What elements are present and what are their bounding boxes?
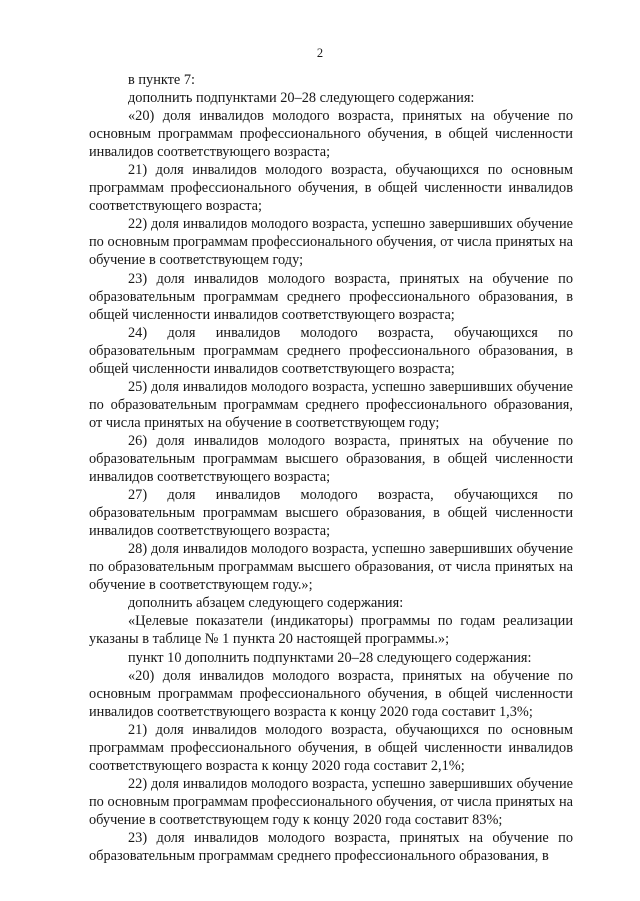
paragraph-item10-subitem-20: «20) доля инвалидов молодого возраста, принятых на обучение по основным программам профессионального обучения, в общей численности инвалидов соответствующего возраста к концу 2020 года составит 1,3%; — [89, 667, 573, 720]
paragraph-subitem-28: 28) доля инвалидов молодого возраста, успешно завершивших обучение по образовательным программам высшего образования, от числа принятых на обучение в соответствующем году.»; — [89, 541, 573, 594]
paragraph-add-abzac: дополнить абзацем следующего содержания: — [128, 595, 404, 612]
paragraph-item10-intro: пункт 10 дополнить подпунктами 20–28 следующего содержания: — [128, 649, 532, 666]
document-body — [89, 71, 573, 865]
paragraph-subitem-26: 26) доля инвалидов молодого возраста, принятых на обучение по образовательным программам высшего образования, в общей численности инвалидов соответствующего возраста; — [89, 432, 573, 486]
paragraph-subitem-20: «20) доля инвалидов молодого возраста, принятых на обучение по основным программам профессионального обучения, в общей численности инвалидов соответствующего возраста; — [89, 108, 573, 161]
page-number: 2 — [316, 46, 324, 60]
paragraph-subitem-27: 27) доля инвалидов молодого возраста, обучающихся по образовательным программам высшего образования, в общей численности инвалидов соответствующего возраста; — [89, 487, 573, 540]
paragraph-subitem-21: 21) доля инвалидов молодого возраста, обучающихся по основным программам профессионального обучения, в общей численности инвалидов соответствующего возраста; — [89, 162, 573, 215]
paragraph-item7-intro: в пункте 7: — [128, 72, 196, 88]
paragraph-subitem-23: 23) доля инвалидов молодого возраста, принятых на обучение по образовательным программам среднего профессионального образования, в общей численности инвалидов соответствующего возраста; — [89, 270, 573, 323]
paragraph-subitem-22: 22) доля инвалидов молодого возраста, успешно завершивших обучение по основным программам профессионального обучения, от числа принятых на обучение в соответствующем году; — [89, 216, 573, 269]
paragraph-subitem-25: 25) доля инвалидов молодого возраста, успешно завершивших обучение по образовательным программам среднего профессионального образования, от числа принятых на обучение в соответствующем году; — [89, 378, 573, 431]
paragraph-item10-subitem-21: 21) доля инвалидов молодого возраста, обучающихся по основным программам профессионального обучения, в общей численности инвалидов соответствующего возраста к концу 2020 года составит 2,1%; — [89, 721, 573, 774]
paragraph-item10-subitem-23: 23) доля инвалидов молодого возраста, принятых на обучение по образовательным программам среднего профессионального образования, в — [89, 829, 573, 865]
paragraph-item10-subitem-22: 22) доля инвалидов молодого возраста, успешно завершивших обучение по основным программам профессионального обучения, от числа принятых на обучение в соответствующем году к концу 2020 года составит 83%; — [89, 775, 573, 828]
paragraph-add-subitems: дополнить подпунктами 20–28 следующего содержания: — [128, 90, 475, 107]
paragraph-subitem-24: 24) доля инвалидов молодого возраста, обучающихся по образовательным программам среднего профессионального образования, в общей численности инвалидов соответствующего возраста; — [89, 324, 573, 377]
paragraph-target-indicators: «Целевые показатели (индикаторы) программы по годам реализации указаны в таблице № 1 пункта 20 настоящей программы.»; — [89, 613, 573, 648]
